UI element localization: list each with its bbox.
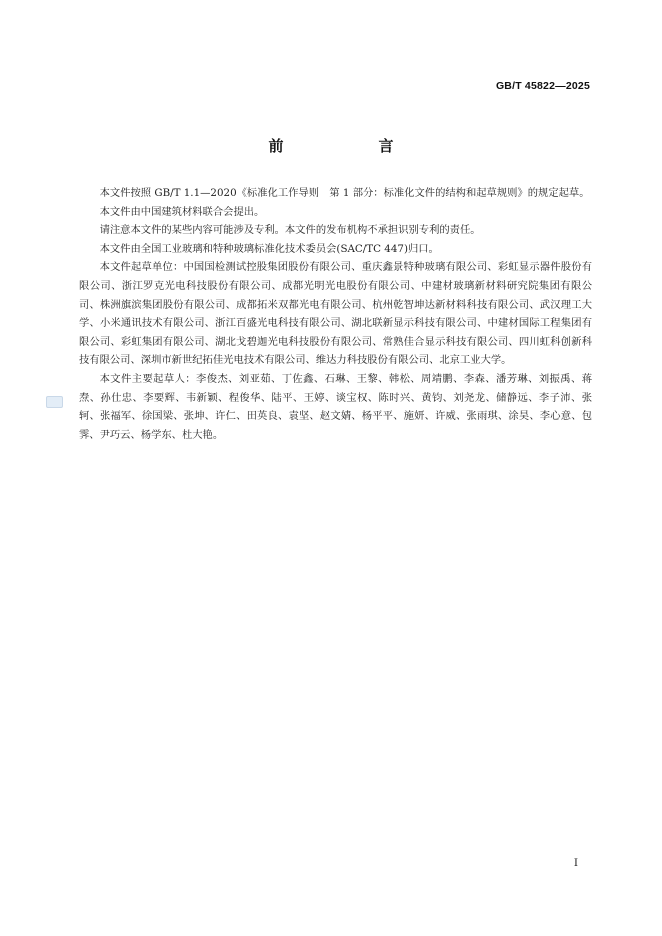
paragraph-patent-notice: 请注意本文件的某些内容可能涉及专利。本文件的发布机构不承担识别专利的责任。: [99, 224, 481, 237]
paragraph-drafters: 本文件主要起草人：李俊杰、刘亚茹、丁佐鑫、石琳、王黎、韩松、周靖鹏、李森、潘芳琳、刘振禹、蒋焘、孙仕忠、李要辉、韦新颖、程俊华、陆平、王婷、谈宝权、陈时兴、黄钧、刘尧龙、储静远、李子沛、张轲、张福军、徐国梁、张坤、许仁、田英良、袁坚、赵文婧、杨平平、施妍、许威、张雨琪、涂昊、李心意、包霁、尹巧云、杨学东、杜大艳。: [79, 372, 592, 441]
paragraph-drafting-units: 本文件起草单位：中国国检测试控股集团股份有限公司、重庆鑫景特种玻璃有限公司、彩虹显示器件股份有限公司、浙江罗克光电科技股份有限公司、成都光明光电股份有限公司、中建材玻璃新材料研究院集团有限公司、株洲旗滨集团股份有限公司、成都拓米双都光电有限公司、杭州乾智坤达新材料科技有限公司、武汉理工大学、小米通讯技术有限公司、浙江百盛光电科技有限公司、湖北联新显示科技有限公司、中建材国际工程集团有限公司、彩虹集团有限公司、湖北戈碧迦光电科技股份有限公司、常熟佳合显示科技有限公司、四川虹科创新科技有限公司、深圳市新世纪拓佳光电技术有限公司、维达力科技股份有限公司、北京工业大学。: [79, 261, 592, 367]
paragraph-proposer: 本文件由中国建筑材料联合会提出。: [99, 205, 265, 218]
paragraph-drafting-rules: 本文件按照 GB/T 1.1—2020《标准化工作导则 第 1 部分：标准化文件的结构和起草规则》的规定起草。: [99, 187, 590, 199]
side-stamp-icon: [46, 396, 63, 408]
paragraph-committee: 本文件由全国工业玻璃和特种玻璃标准化技术委员会(SAC/TC 447)归口。: [99, 242, 439, 255]
page-number: I: [573, 857, 578, 869]
body-text: [79, 184, 592, 444]
page-title: 前 言: [268, 137, 434, 155]
standard-code: GB/T 45822—2025: [495, 80, 590, 92]
